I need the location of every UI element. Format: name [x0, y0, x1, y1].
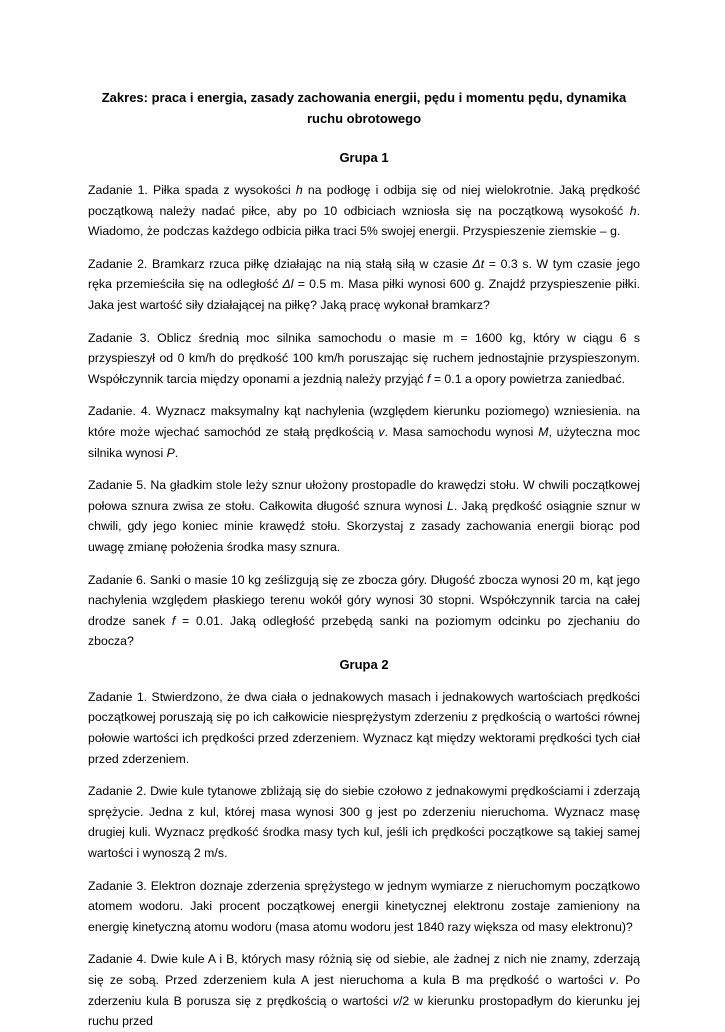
- symbol-f: f: [427, 371, 431, 386]
- group-2: [88, 654, 640, 1032]
- group-1-task-2: Zadanie 2. Bramkarz rzuca piłkę działając na nią stałą siłą w czasie Δt = 0.3 s. W tym czasie jego ręka przemieściła się na odległość Δl = 0.5 m. Masa piłki wynosi 600 g. Znajdź przyspieszenie piłki. Jaka jest wartość siły działającej na piłkę? Jaką pracę wykonał bramkarz?: [88, 256, 640, 312]
- group-2-task-2: Zadanie 2. Dwie kule tytanowe zbliżają się do siebie czołowo z jednakowymi prędkościami i zderzają sprężycie. Jedna z kul, której masa wynosi 300 g jest po zderzeniu nieruchoma. Wyznacz masę drugiej kuli. Wyznacz prędkość środka masy tych kul, jeśli ich prędkości początkowe są takiej samej wartości i wynoszą 2 m/s.: [88, 784, 640, 861]
- group-2-heading: Grupa 2: [339, 656, 389, 672]
- symbol-l: L: [446, 498, 454, 513]
- symbol-p: P: [166, 445, 175, 460]
- group-1-task-6: Zadanie 6. Sanki o masie 10 kg ześlizgują się ze zbocza góry. Długość zbocza wynosi 20 m, kąt jego nachylenia względem płaskiego terenu wokół góry wynosi 30 stopni. Współczynnik tarcia na całej drodze sanek f = 0.01. Jaką odległość przebędą sanki na poziomym odcinku po zjechaniu do zbocza?: [88, 572, 640, 649]
- symbol-h: h: [629, 203, 637, 218]
- group-1-task-5: Zadanie 5. Na gładkim stole leży sznur ułożony prostopadle do krawędzi stołu. W chwili początkowej połowa sznura zwisa ze stołu. Całkowita długość sznura wynosi L. Jaką prędkość osiągnie sznur w chwili, gdy jego koniec minie krawędź stołu. Skorzystaj z zasady zachowania energii biorąc pod uwagę zmianę położenia środka masy sznura.: [88, 478, 640, 554]
- document-title: Zakres: praca i energia, zasady zachowania energii, pędu i momentu pędu, dynamika ruchu obrotowego: [101, 90, 627, 126]
- symbol-delta-l: Δl: [282, 277, 294, 292]
- symbol-v: v: [609, 973, 616, 987]
- symbol-m: M: [538, 424, 549, 439]
- group-1-task-3: Zadanie 3. Oblicz średnią moc silnika samochodu o masie m = 1600 kg, który w ciągu 6 s przyspieszył od 0 km/h do prędkość 100 km/h poruszając się ruchem jednostajnie przyspieszonym. Współczynnik tarcia między oponami a jezdnią należy przyjąć f = 0.1 a opory powietrza zaniedbać.: [88, 330, 640, 386]
- document-page: [88, 87, 640, 1032]
- group-2-task-4: Zadanie 4. Dwie kule A i B, których masy różnią się od siebie, ale żadnej z nich nie znamy, zderzają się ze sobą. Przed zderzeniem kula A jest nieruchoma a kula B ma prędkość o wartości v. Po zderzeniu kula B porusza się z prędkością o wartości v/2 w kierunku prostopadłym do kierunku jej ruchu przed: [88, 952, 641, 1029]
- symbol-f: f: [171, 613, 176, 628]
- symbol-v: v: [378, 424, 385, 439]
- group-2-task-1: Zadanie 1. Stwierdzono, że dwa ciała o jednakowych masach i jednakowych wartościach prędkości początkowej poruszają się po ich całkowicie niesprężystym zderzeniu z prędkością o wartości równej połowie wartości ich prędkości przed zderzeniem. Wyznacz kąt między wektorami prędkości tych ciał przed zderzeniem.: [88, 689, 640, 766]
- symbol-delta-t: Δt: [472, 256, 485, 271]
- group-1-heading: Grupa 1: [339, 150, 389, 165]
- group-1-task-4: Zadanie. 4. Wyznacz maksymalny kąt nachylenia (względem kierunku poziomego) wzniesienia. na które może wjechać samochód ze stałą prędkością v. Masa samochodu wynosi M, użyteczna moc silnika wynosi P.: [88, 404, 640, 460]
- group-1-task-1: Zadanie 1. Piłka spada z wysokości h na podłogę i odbija się od niej wielokrotnie. Jaką prędkość początkową należy nadać piłce, aby po 10 odbiciach wzniosła się na początkową wysokość h. Wiadomo, że podczas każdego odbicia piłka traci 5% swojej energii. Przyspieszenie ziemskie – g.: [88, 183, 640, 239]
- symbol-h: h: [295, 183, 303, 197]
- group-1: [88, 147, 640, 652]
- group-2-task-3: Zadanie 3. Elektron doznaje zderzenia sprężystego w jednym wymiarze z nieruchomym początkowo atomem wodoru. Jaki procent początkowej energii kinetycznej elektronu zostaje zamieniony na energię kinetyczną atomu wodoru (masa atomu wodoru jest 1840 razy większa od masy elektronu)?: [88, 878, 640, 934]
- symbol-v: v: [392, 993, 399, 1008]
